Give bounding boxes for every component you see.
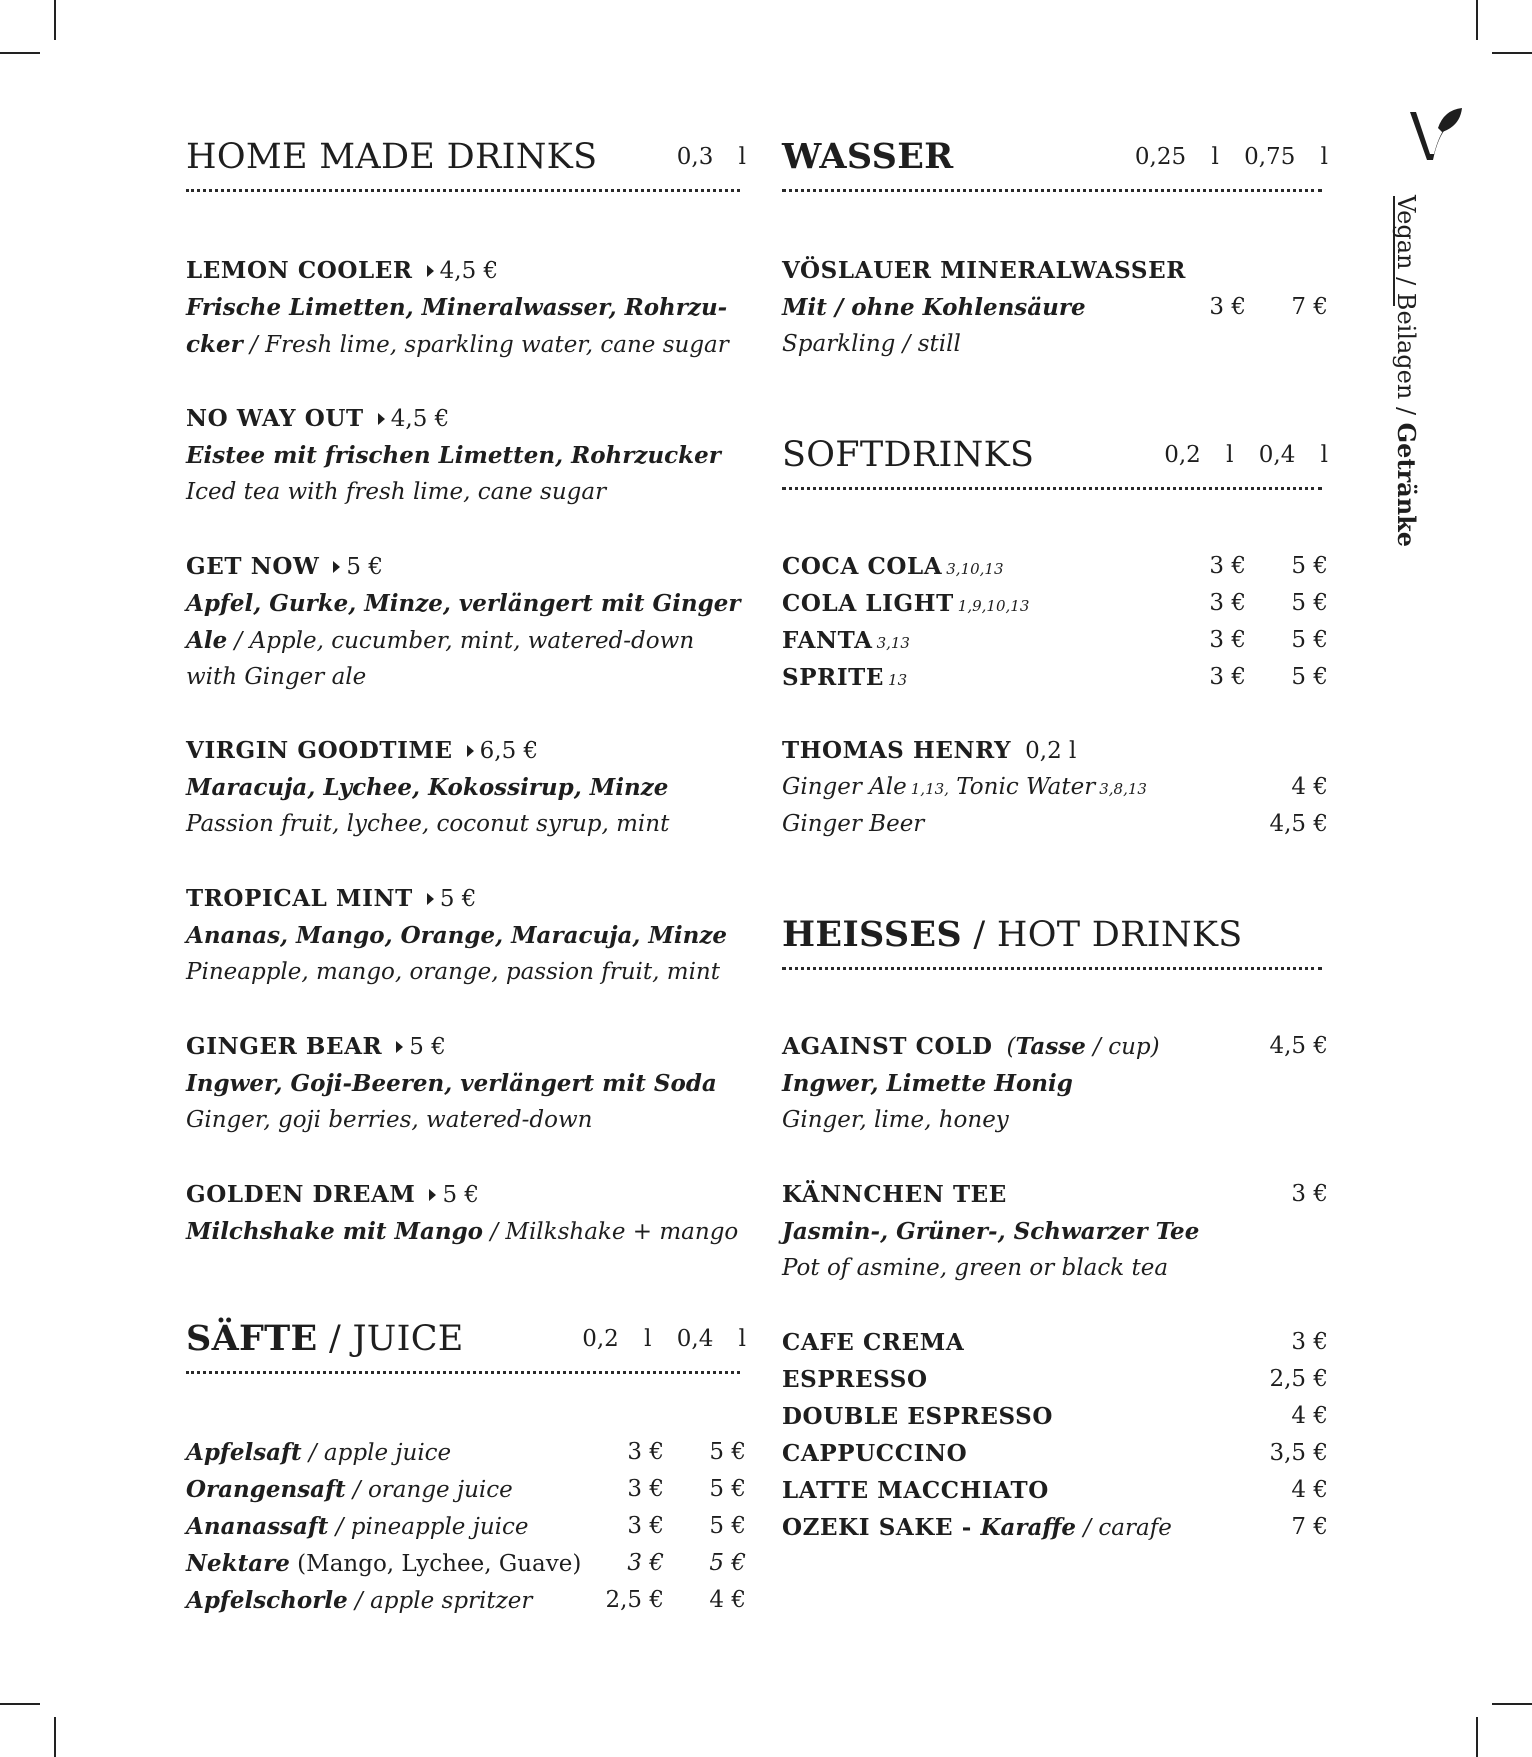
item-desc-en: Ginger, goji berries, watered-down — [186, 1107, 593, 1133]
price-small: 3 € — [1209, 627, 1246, 653]
list-item — [782, 1435, 1328, 1472]
dotted-divider — [782, 967, 1322, 970]
side-nav-label — [1390, 195, 1422, 575]
item-desc-de: Nektare — [186, 1550, 290, 1577]
menu-item — [186, 1176, 746, 1250]
item-price: 2,5 € — [1269, 1366, 1328, 1392]
vegan-leaf-icon — [1408, 106, 1464, 164]
side-nav-part1: Vegan / Beilagen / — [1392, 195, 1420, 423]
dotted-divider — [186, 1371, 740, 1374]
section-title: SOFTDRINKS — [782, 435, 1035, 475]
menu-item — [782, 252, 1328, 363]
item-price: 5 € — [442, 1182, 480, 1208]
list-item — [186, 1545, 746, 1582]
item-desc-en: Ginger Beer — [782, 811, 925, 837]
item-desc-de: Maracuja, Lychee, Kokossirup, Minze — [186, 774, 669, 801]
item-price: 5 € — [346, 554, 383, 580]
allergen-numbers: 1,9,10,13 — [957, 597, 1030, 615]
item-desc-en: / Milkshake + mango — [483, 1219, 739, 1245]
item-desc-de: Eistee mit frischen Limetten, Rohrzucker — [186, 442, 721, 469]
item-name: DOUBLE ESPRESSO — [782, 1403, 1054, 1430]
item-desc-de: Ale — [186, 627, 228, 654]
menu-item — [186, 880, 746, 991]
section-title — [782, 134, 954, 180]
item-name: LATTE MACCHIATO — [782, 1477, 1049, 1504]
size-label: 0,3 l — [676, 144, 746, 170]
item-name: TROPICAL MINT — [186, 885, 413, 912]
item-desc-de: Tasse — [1015, 1033, 1086, 1060]
list-item — [186, 1582, 746, 1619]
crop-mark — [1492, 1703, 1532, 1705]
allergen-numbers: 3,8,13 — [1099, 780, 1147, 798]
item-desc-de: Milchshake mit Mango — [186, 1218, 484, 1245]
list-item — [782, 1472, 1328, 1509]
item-desc-de: Ananassaft — [186, 1513, 329, 1540]
size-label: 0,25 l 0,75 l — [1134, 144, 1328, 170]
menu-item — [186, 732, 746, 843]
list-item — [782, 622, 1328, 659]
item-name: VIRGIN GOODTIME — [186, 737, 453, 764]
price-large: 5 € — [709, 1476, 746, 1502]
item-desc-de: Mit / ohne Kohlensäure — [782, 294, 1086, 321]
section-title-rest: / JUICE — [317, 1319, 464, 1359]
list-item — [782, 1361, 1328, 1398]
price-small: 3 € — [1209, 553, 1246, 579]
price-small: 3 € — [627, 1513, 664, 1539]
item-desc-en: Ginger, lime, honey — [782, 1107, 1009, 1133]
item-name: ESPRESSO — [782, 1366, 928, 1393]
item-desc-en: Iced tea with fresh lime, cane sugar — [186, 479, 607, 505]
price-small: 3 € — [1209, 294, 1246, 320]
item-desc-de: Jasmin-, Grüner-, Schwarzer Tee — [782, 1218, 1200, 1245]
price-large: 5 € — [1291, 664, 1328, 690]
list-item — [782, 1398, 1328, 1435]
item-price: 3 € — [1291, 1329, 1328, 1355]
item-name: KÄNNCHEN TEE — [782, 1181, 1007, 1208]
list-item — [186, 1508, 746, 1545]
item-price: 4 € — [1291, 1477, 1328, 1503]
item-name: CAPPUCCINO — [782, 1440, 968, 1467]
crop-mark — [0, 52, 40, 54]
menu-item — [782, 1028, 1328, 1139]
item-name: GOLDEN DREAM — [186, 1181, 416, 1208]
price-small: 3 € — [627, 1439, 664, 1465]
item-desc-de: Frische Limetten, Mineralwasser, Rohrzu- — [186, 294, 728, 321]
item-price: 3,5 € — [1269, 1440, 1328, 1466]
item-desc-en: Pineapple, mango, orange, passion fruit, mint — [186, 959, 720, 985]
item-desc-en: / Fresh lime, sparkling water, cane sugar — [242, 332, 729, 358]
item-name: NO WAY OUT — [186, 405, 364, 432]
allergen-numbers: 3,10,13 — [946, 560, 1004, 578]
item-name: LEMON COOLER — [186, 257, 413, 284]
softdrinks-header — [782, 432, 1328, 502]
section-title — [782, 912, 1243, 958]
arrow-right-icon — [333, 561, 340, 573]
hot-drinks-header — [782, 912, 1328, 982]
price-large: 4 € — [709, 1587, 746, 1613]
price-large: 5 € — [709, 1513, 746, 1539]
arrow-right-icon — [427, 893, 434, 905]
item-desc-de: Ingwer, Limette Honig — [782, 1070, 1073, 1097]
item-desc-en: / Apple, cucumber, mint, watered-down — [227, 628, 695, 654]
list-item — [782, 548, 1328, 585]
item-price: 6,5 € — [479, 738, 539, 764]
price-large: 7 € — [1291, 294, 1328, 320]
home-made-header — [186, 134, 746, 204]
item-desc-en: Ginger Ale — [782, 774, 907, 800]
section-title-rest: / HOT DRINKS — [961, 915, 1243, 955]
allergen-numbers: 3,13 — [876, 634, 910, 652]
menu-item — [782, 732, 1328, 843]
item-name: AGAINST COLD — [782, 1033, 993, 1060]
juice-list — [186, 1434, 746, 1619]
arrow-right-icon — [467, 745, 474, 757]
item-name: THOMAS HENRY — [782, 737, 1012, 764]
price-small: 3 € — [1209, 664, 1246, 690]
item-price: 7 € — [1291, 1514, 1328, 1540]
item-price: 4,5 € — [439, 258, 499, 284]
arrow-right-icon — [429, 1189, 436, 1201]
price-large: 5 € — [709, 1439, 746, 1465]
item-desc-de: Orangensaft — [186, 1476, 346, 1503]
arrow-right-icon — [427, 265, 434, 277]
menu-item — [186, 252, 746, 363]
item-price: 5 € — [439, 886, 477, 912]
dotted-divider — [186, 189, 740, 192]
item-desc-de: Apfelschorle — [186, 1587, 348, 1614]
item-name: VÖSLAUER MINERALWASSER — [782, 257, 1186, 284]
section-title-bold: SÄFTE — [186, 1318, 318, 1359]
price-large: 5 € — [1291, 590, 1328, 616]
menu-item — [186, 548, 746, 696]
coffee-list — [782, 1324, 1328, 1546]
section-title-bold: HEISSES — [782, 914, 962, 955]
price-small: 3 € — [627, 1550, 664, 1576]
paren-open: ( — [1006, 1034, 1016, 1060]
item-name: GET NOW — [186, 553, 320, 580]
item-price: 3 € — [1291, 1181, 1328, 1207]
item-desc-de: Karaffe — [980, 1514, 1077, 1541]
item-desc-de: cker — [186, 331, 243, 358]
size-label: 0,2 l — [1025, 738, 1077, 764]
allergen-numbers: 1,13, — [910, 780, 949, 798]
item-desc-en: / carafe — [1076, 1515, 1172, 1541]
item-name: CAFE CREMA — [782, 1329, 965, 1356]
crop-mark — [0, 1703, 40, 1705]
item-name: OZEKI SAKE - — [782, 1514, 981, 1541]
wasser-header — [782, 134, 1328, 204]
crop-mark — [1476, 1717, 1478, 1757]
section-title — [186, 1316, 464, 1362]
softdrink-list — [782, 548, 1328, 696]
item-desc-de: Ingwer, Goji-Beeren, verlängert mit Soda — [186, 1070, 717, 1097]
list-item — [782, 1509, 1328, 1546]
list-item — [186, 1471, 746, 1508]
item-price: 5 € — [409, 1034, 446, 1060]
item-price: 4,5 € — [390, 406, 450, 432]
item-name: SPRITE — [782, 664, 885, 691]
item-desc-de: Apfel, Gurke, Minze, verlängert mit Ginger — [186, 590, 741, 617]
arrow-right-icon — [396, 1041, 403, 1053]
crop-mark — [54, 1717, 56, 1757]
item-desc-en: with Ginger ale — [186, 664, 367, 690]
item-desc-de: Ananas, Mango, Orange, Maracuja, Minze — [186, 922, 728, 949]
price-small: 3 € — [627, 1476, 664, 1502]
item-desc-en: Pot of asmine, green or black tea — [782, 1255, 1169, 1281]
item-price: 4 € — [1291, 774, 1328, 800]
item-desc-en: / cup) — [1085, 1034, 1160, 1060]
item-price: 4,5 € — [1269, 1033, 1328, 1059]
price-large: 5 € — [1291, 553, 1328, 579]
juice-header — [186, 1316, 746, 1386]
price-large: 5 € — [709, 1550, 746, 1576]
menu-item — [186, 1028, 746, 1139]
size-label: 0,2 l 0,4 l — [1164, 442, 1328, 468]
price-small: 2,5 € — [605, 1587, 664, 1613]
item-desc-de: Apfelsaft — [186, 1439, 302, 1466]
item-desc-en: / apple juice — [301, 1440, 452, 1466]
item-name: GINGER BEAR — [186, 1033, 383, 1060]
dotted-divider — [782, 189, 1322, 192]
item-desc-en: Passion fruit, lychee, coconut syrup, mint — [186, 811, 670, 837]
list-item — [782, 585, 1328, 622]
section-title-bold: WASSER — [782, 136, 954, 177]
item-name: COCA COLA — [782, 553, 943, 580]
crop-mark — [54, 0, 56, 40]
item-name: FANTA — [782, 627, 873, 654]
allergen-numbers: 13 — [888, 671, 908, 689]
size-label: 0,2 l 0,4 l — [582, 1326, 746, 1352]
list-item — [782, 1324, 1328, 1361]
section-title: HOME MADE DRINKS — [186, 137, 598, 177]
item-price: 4 € — [1291, 1403, 1328, 1429]
arrow-right-icon — [378, 413, 385, 425]
price-small: 3 € — [1209, 590, 1246, 616]
dotted-divider — [782, 487, 1322, 490]
item-desc-en: / pineapple juice — [328, 1514, 529, 1540]
item-price: 4,5 € — [1269, 811, 1328, 837]
item-desc-en: (Mango, Lychee, Guave) — [289, 1551, 582, 1577]
item-name: COLA LIGHT — [782, 590, 954, 617]
item-desc-en: Tonic Water — [956, 774, 1096, 800]
menu-item — [186, 400, 746, 511]
list-item — [782, 659, 1328, 696]
item-desc-en: Sparkling / still — [782, 331, 961, 357]
crop-mark — [1492, 52, 1532, 54]
list-item — [186, 1434, 746, 1471]
item-desc-en: / apple spritzer — [347, 1588, 533, 1614]
menu-item — [782, 1176, 1328, 1287]
crop-mark — [1476, 0, 1478, 40]
side-nav-part2: Getränke — [1392, 422, 1421, 548]
price-large: 5 € — [1291, 627, 1328, 653]
item-desc-en: / orange juice — [345, 1477, 513, 1503]
